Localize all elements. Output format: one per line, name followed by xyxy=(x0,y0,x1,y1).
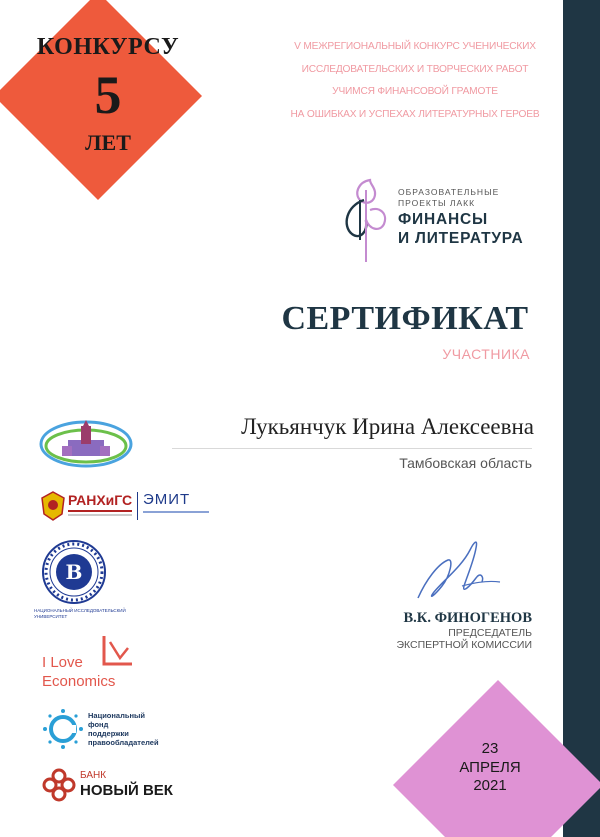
ile-logo-line-2: Economics xyxy=(42,673,116,690)
date-day: 23 xyxy=(481,740,499,757)
contest-label: КОНКУРСУ xyxy=(36,34,180,60)
ranepa-crest-icon xyxy=(40,490,66,522)
signer-role-line-1: ПРЕДСЕДАТЕЛЬ xyxy=(448,627,532,639)
ranepa-logo-text: РАНХиГС xyxy=(68,492,133,508)
organizer-caption-line-2: ПРОЕКТЫ ЛАКК xyxy=(398,198,476,208)
fund-circle-icon xyxy=(42,708,84,750)
fund-line-3: поддержки xyxy=(88,729,129,738)
contest-years: ЛЕТ xyxy=(85,130,131,155)
organizer-caption-line-1: ОБРАЗОВАТЕЛЬНЫЕ xyxy=(398,187,500,197)
university-building-icon xyxy=(38,418,134,470)
hse-caption-line-2: УНИВЕРСИТЕТ xyxy=(34,614,68,619)
bank-logo-name: НОВЫЙ ВЕК xyxy=(80,782,173,799)
emit-subline xyxy=(143,511,209,513)
ile-logo-line-1: I Love xyxy=(42,654,83,671)
organizer-name xyxy=(398,210,524,248)
signer-role-line-2: ЭКСПЕРТНОЙ КОМИССИИ xyxy=(396,639,532,651)
flower-emblem-icon xyxy=(340,170,392,265)
fund-line-1: Национальный xyxy=(88,711,146,720)
svg-text:В: В xyxy=(65,560,83,584)
header-line-4: НА ОШИБКАХ И УСПЕХАХ ЛИТЕРАТУРНЫХ ГЕРОЕВ xyxy=(290,108,540,120)
hse-emblem-icon xyxy=(40,538,108,606)
organizer-logo xyxy=(340,170,540,265)
fund-line-2: фонд xyxy=(88,720,109,729)
header-line-3: УЧИМСЯ ФИНАНСОВОЙ ГРАМОТЕ xyxy=(332,86,498,97)
name-underline xyxy=(172,448,532,449)
contest-header xyxy=(265,36,565,126)
signature-icon xyxy=(404,530,514,610)
fund-line-4: правообладателей xyxy=(88,738,159,747)
ranepa-underline xyxy=(68,510,132,512)
date-year: 2021 xyxy=(473,777,507,794)
organizer-name-line-1: ФИНАНСЫ xyxy=(398,211,488,228)
bank-logo-small: БАНК xyxy=(80,770,107,781)
certificate-title: СЕРТИФИКАТ xyxy=(281,300,529,337)
organizer-caption xyxy=(398,187,499,209)
fund-logo-text xyxy=(88,711,159,747)
contest-number: 5 xyxy=(94,65,122,125)
hse-caption-line-1: НАЦИОНАЛЬНЫЙ ИССЛЕДОВАТЕЛЬСКИЙ xyxy=(34,608,126,613)
header-line-2: ИССЛЕДОВАТЕЛЬСКИХ И ТВОРЧЕСКИХ РАБОТ xyxy=(301,63,529,75)
date-month: АПРЕЛЯ xyxy=(459,758,521,776)
emit-logo-text: ЭМИТ xyxy=(143,491,191,508)
recipient-region: Тамбовская область xyxy=(399,455,532,471)
recipient-name: Лукьянчук Ирина Алексеевна xyxy=(241,414,534,439)
logo-divider xyxy=(137,492,138,520)
date-badge xyxy=(430,740,550,796)
organizer-name-line-2: И ЛИТЕРАТУРА xyxy=(398,230,524,247)
ile-chart-icon xyxy=(100,632,134,668)
header-line-1: V МЕЖРЕГИОНАЛЬНЫЙ КОНКУРС УЧЕНИЧЕСКИХ xyxy=(294,41,536,52)
hse-caption xyxy=(34,608,126,620)
certificate-subtitle: УЧАСТНИКА xyxy=(442,346,530,362)
signer-name: В.К. ФИНОГЕНОВ xyxy=(403,610,532,626)
ranepa-subline xyxy=(68,514,132,516)
bank-flower-icon xyxy=(42,768,76,802)
